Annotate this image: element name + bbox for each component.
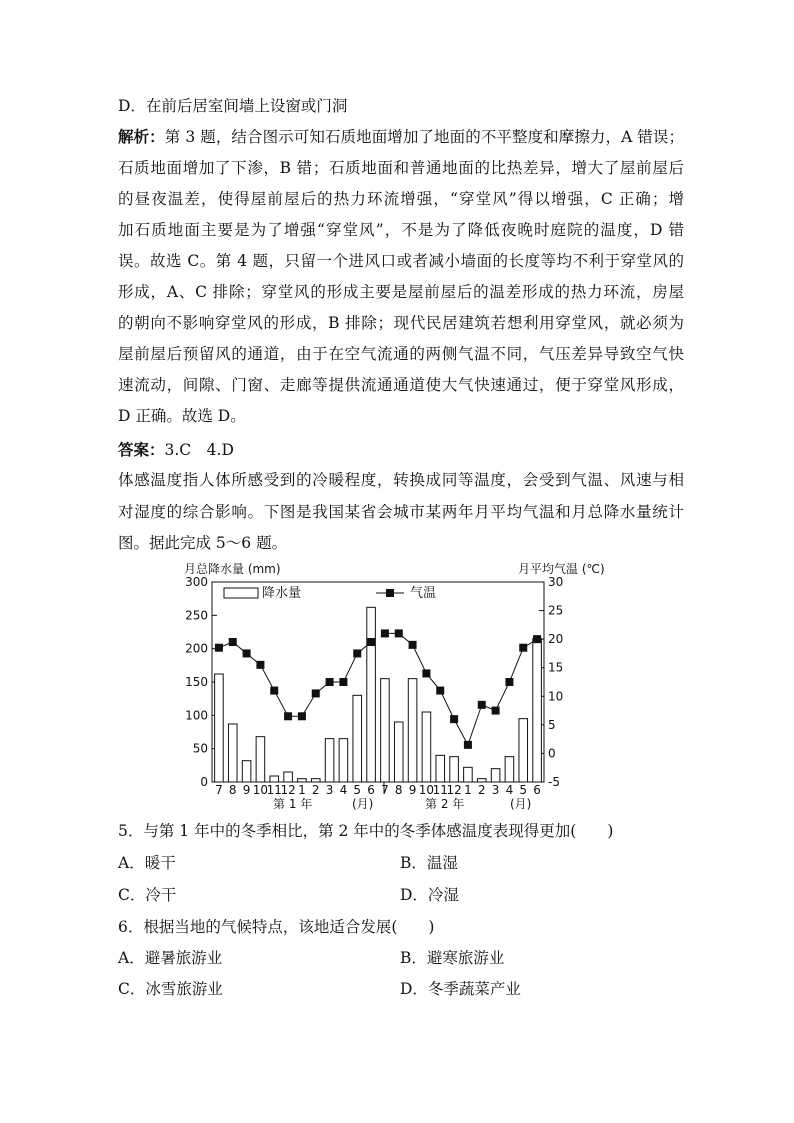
temperature-point <box>312 689 320 697</box>
precipitation-temperature-chart <box>170 556 626 814</box>
temperature-point <box>381 629 389 637</box>
temperature-point <box>492 707 500 715</box>
month-unit-1: (月) <box>352 797 374 811</box>
analysis-line: D 正确。故选 D。 <box>118 407 246 425</box>
precipitation-bar <box>284 772 293 782</box>
x-tick-label: 1 <box>298 783 306 797</box>
year-label-1: 第 1 年 <box>273 797 313 811</box>
temperature-point <box>243 649 251 657</box>
temperature-point <box>505 678 513 686</box>
precipitation-bar <box>394 722 403 782</box>
precipitation-bar <box>339 739 348 782</box>
x-tick-label: 3 <box>325 783 334 797</box>
legend-line-label: 气温 <box>410 586 437 601</box>
x-tick-label: 6 <box>367 783 375 797</box>
x-tick-label: 8 <box>394 783 403 797</box>
y-left-tick-label: 150 <box>185 675 208 689</box>
analysis-line: 石质地面增加了下渗，B 错；石质地面和普通地面的比热差异，增大了屋前屋后 <box>118 159 684 177</box>
analysis-line: 的昼夜温差，使得屋前屋后的热力环流增强，“穿堂风”得以增强，C 正确；增 <box>118 190 684 208</box>
y-axis-right-title: 月平均气温 (℃) <box>518 562 605 576</box>
x-tick-label: 9 <box>408 783 417 797</box>
temperature-line <box>215 629 541 748</box>
analysis-line: 形成，A、C 排除；穿堂风的形成主要是屋前屋后的温差形成的热力环流，房屋 <box>118 283 684 301</box>
answer-option-d: D．在前后居室间墙上设窗或门洞 <box>118 97 348 115</box>
intro-line: 对湿度的综合影响。下图是我国某省会城市某两年月平均气温和月总降水量统计 <box>118 503 684 521</box>
temperature-point <box>229 638 237 646</box>
analysis-label: 解析： <box>118 127 165 146</box>
y-right-tick-label: 15 <box>548 660 564 675</box>
x-tick-label: 4 <box>505 783 514 797</box>
precipitation-bar <box>256 737 265 782</box>
legend-bar-swatch <box>224 588 258 598</box>
y-left-tick-label: 300 <box>185 575 208 589</box>
precipitation-bar <box>422 712 431 782</box>
precipitation-bar <box>491 769 500 782</box>
precipitation-bar <box>353 695 362 782</box>
question-5-option-d: D．冷湿 <box>400 886 459 904</box>
question-6-option-d: D．冬季蔬菜产业 <box>400 980 521 998</box>
temperature-point <box>533 635 541 643</box>
month-unit-2: (月) <box>510 797 532 811</box>
temperature-point <box>450 715 458 723</box>
temperature-point <box>422 669 430 677</box>
precipitation-bars <box>215 607 542 782</box>
x-tick-label: 8 <box>228 783 237 797</box>
question-5-option-c: C．冷干 <box>118 886 177 904</box>
temperature-point <box>215 644 223 652</box>
temperature-point <box>436 687 444 695</box>
temperature-point <box>339 678 347 686</box>
precipitation-bar <box>228 724 237 782</box>
temperature-point <box>298 712 306 720</box>
precipitation-bar <box>298 779 307 782</box>
analysis-line: 速流动，间隙、门窗、走廊等提供流通通道使大气快速通过，便于穿堂风形成， <box>118 376 684 394</box>
precipitation-bar <box>464 767 473 782</box>
temperature-point <box>353 649 361 657</box>
temperature-point <box>367 638 375 646</box>
x-tick-label: 2 <box>311 783 320 797</box>
x-tick-label: 12 <box>446 783 462 797</box>
precipitation-bar <box>477 779 486 782</box>
temperature-point <box>284 712 292 720</box>
precipitation-bar <box>436 755 445 782</box>
x-tick-label: 11 <box>266 783 282 797</box>
x-tick-label: 7 <box>381 783 389 797</box>
y-left-tick-label: 0 <box>200 775 208 789</box>
temperature-point <box>478 701 486 709</box>
x-tick-label: 4 <box>339 783 348 797</box>
precipitation-bar <box>533 639 542 782</box>
question-5-option-a: A．暖干 <box>118 854 176 872</box>
x-tick-label: 10 <box>252 783 269 797</box>
x-tick-label: 2 <box>477 783 486 797</box>
x-tick-label: 5 <box>519 783 528 797</box>
question-6-stem: 6．根据当地的气候特点，该地适合发展( ) <box>118 918 435 936</box>
x-tick-label: 9 <box>242 783 251 797</box>
y-right-tick-label: 0 <box>548 746 556 761</box>
precipitation-bar <box>270 776 279 782</box>
x-tick-label: 5 <box>353 783 362 797</box>
precipitation-bar <box>215 674 224 782</box>
intro-line: 图。据此完成 5～6 题。 <box>118 534 288 552</box>
precipitation-bar <box>242 761 251 782</box>
x-axis <box>215 783 541 797</box>
precipitation-bar <box>450 757 459 782</box>
answer-line <box>118 440 684 460</box>
legend-bar-label: 降水量 <box>262 586 302 601</box>
x-tick-label: 10 <box>418 783 435 797</box>
precipitation-bar <box>381 679 390 782</box>
temperature-point <box>519 644 527 652</box>
x-tick-label: 7 <box>215 783 223 797</box>
analysis-line: 误。故选 C。第 4 题，只留一个进风口或者减小墙面的长度等均不利于穿堂风的 <box>118 252 684 270</box>
y-left-tick-label: 200 <box>185 641 208 656</box>
y-axis-right <box>539 575 563 789</box>
precipitation-bar <box>311 779 320 782</box>
analysis-line: 屋前屋后预留风的通道，由于在空气流通的两侧气温不同，气压差异导致空气快 <box>118 345 684 363</box>
y-right-tick-label: 30 <box>548 575 564 589</box>
y-right-tick-label: 25 <box>548 603 564 618</box>
precipitation-bar <box>367 607 376 782</box>
y-axis-left-title: 月总降水量 (mm) <box>184 562 281 576</box>
y-right-tick-label: 10 <box>548 689 564 704</box>
y-right-tick-label: -5 <box>548 775 560 789</box>
analysis-line: 的朝向不影响穿堂风的形成，B 排除；现代民居建筑若想利用穿堂风，就必须为 <box>118 314 684 332</box>
temperature-point <box>256 661 264 669</box>
precipitation-bar <box>408 679 417 782</box>
question-5-option-b: B．温湿 <box>400 854 458 872</box>
analysis-text: 第 3 题，结合图示可知石质地面增加了地面的不平整度和摩擦力，A 错误； <box>164 128 684 146</box>
temperature-point <box>326 678 334 686</box>
temperature-point <box>395 629 403 637</box>
temperature-series-line <box>219 642 371 716</box>
answer-label: 答案： <box>118 440 165 459</box>
x-tick-label: 11 <box>432 783 448 797</box>
temperature-point <box>270 687 278 695</box>
temperature-series-line <box>385 633 537 744</box>
y-left-tick-label: 250 <box>185 608 208 623</box>
temperature-point <box>409 641 417 649</box>
precipitation-bar <box>325 739 334 782</box>
precipitation-bar <box>505 757 514 782</box>
temperature-point <box>464 741 472 749</box>
question-6-option-c: C．冰雪旅游业 <box>118 980 223 998</box>
x-tick-label: 1 <box>464 783 472 797</box>
x-tick-label: 3 <box>491 783 500 797</box>
analysis-line <box>118 127 684 147</box>
analysis-line: 加石质地面主要是为了增强“穿堂风”，不是为了降低夜晚时庭院的温度，D 错 <box>118 221 684 239</box>
year-label-2: 第 2 年 <box>425 797 465 811</box>
intro-line: 体感温度指人体所感受到的冷暖程度，转换成同等温度，会受到气温、风速与相 <box>118 471 684 489</box>
question-6-option-b: B．避寒旅游业 <box>400 949 505 967</box>
y-left-tick-label: 50 <box>192 741 208 756</box>
y-right-tick-label: 5 <box>548 717 556 732</box>
answer-text: 3.C 4.D <box>164 441 234 459</box>
legend-line-marker <box>386 589 394 597</box>
question-5-stem: 5．与第 1 年中的冬季相比，第 2 年中的冬季体感温度表现得更加( ) <box>118 822 614 840</box>
question-6-option-a: A．避暑旅游业 <box>118 949 223 967</box>
y-left-tick-label: 100 <box>185 708 208 723</box>
x-tick-label: 6 <box>533 783 541 797</box>
precipitation-bar <box>519 719 528 782</box>
y-right-tick-label: 20 <box>548 632 564 647</box>
x-tick-label: 12 <box>280 783 296 797</box>
